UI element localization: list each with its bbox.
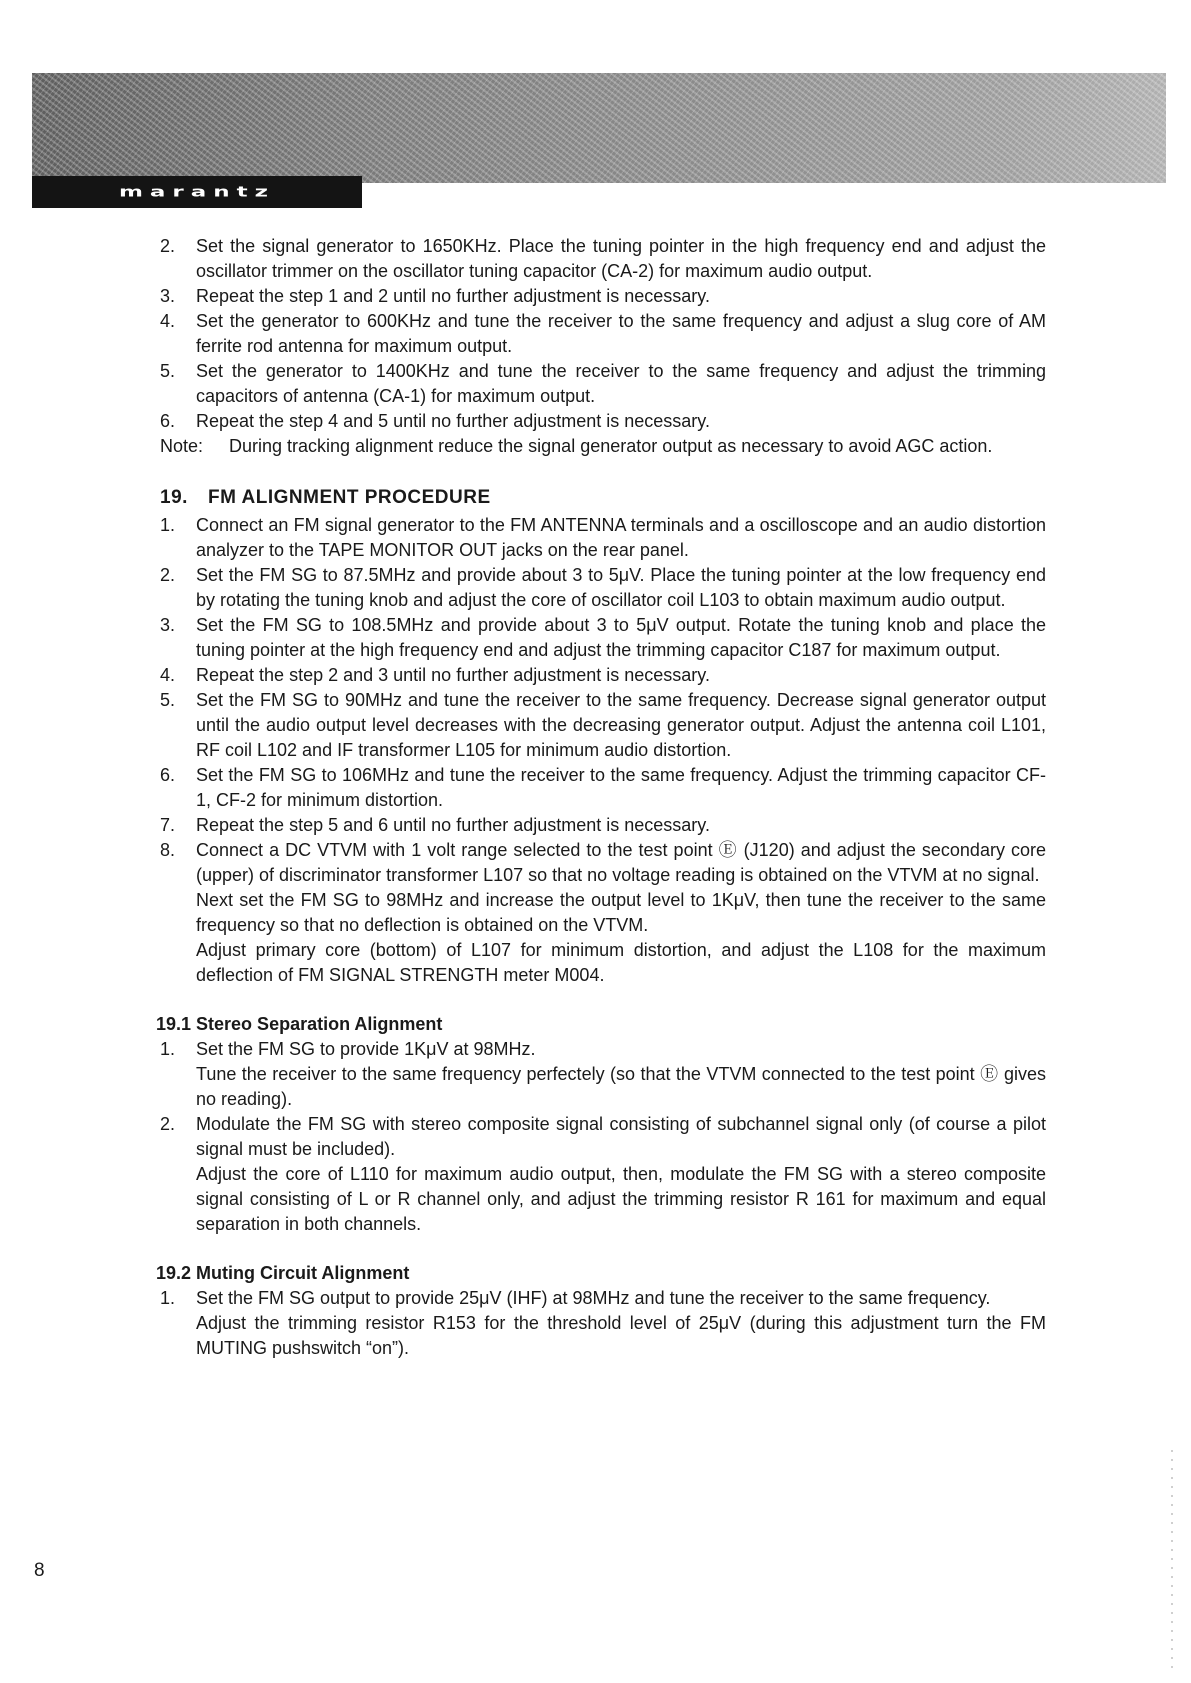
page-content: [156, 234, 1046, 1361]
scan-edge-specks: [1171, 1450, 1173, 1670]
list-item: 8. Connect a DC VTVM with 1 volt range selected to the test point Ⓔ (J120) and adjust the secondary core (upper) of discriminator transformer L107 so that no voltage reading is obtained on the VTVM at no signal. Next set the FM SG to 98MHz and increase the output level to 1KμV, then tune the receiver to the same frequency so that no deflection is obtained on the VTVM. Adjust primary core (bottom) of L107 for minimum distortion, and adjust the L108 for the maximum deflection of FM SIGNAL STRENGTH meter M004.: [160, 840, 1046, 985]
section-heading-stereo: 19.1 Stereo Separation Alignment: [156, 1014, 443, 1034]
list-item: 4. Set the generator to 600KHz and tune the receiver to the same frequency and adjust a slug core of AM ferrite rod antenna for maximum output.: [160, 311, 1046, 356]
list-item: 2. Set the FM SG to 87.5MHz and provide about 3 to 5μV. Place the tuning pointer at the low frequency end by rotating the tuning knob and adjust the core of oscillator coil L103 to obtain maximum audio output.: [160, 565, 1046, 610]
list-item: 1. Connect an FM signal generator to the FM ANTENNA terminals and a oscilloscope and an audio distortion analyzer to the TAPE MONITOR OUT jacks on the rear panel.: [160, 515, 1046, 560]
list-item: 2. Set the signal generator to 1650KHz. Place the tuning pointer in the high frequency end and adjust the oscillator trimmer on the oscillator tuning capacitor (CA-2) for maximum audio output.: [160, 236, 1046, 281]
note: [156, 434, 1046, 459]
list-item: 1. Set the FM SG to provide 1KμV at 98MHz. Tune the receiver to the same frequency perfectely (so that the VTVM connected to the test point Ⓔ gives no reading).: [160, 1039, 1046, 1109]
list-item: 3. Repeat the step 1 and 2 until no further adjustment is necessary.: [160, 286, 710, 306]
list-item: 6. Repeat the step 4 and 5 until no further adjustment is necessary.: [160, 411, 710, 431]
brand-logo-text: marantz: [118, 183, 276, 200]
list-item: 6. Set the FM SG to 106MHz and tune the receiver to the same frequency. Adjust the trimming capacitor CF-1, CF-2 for minimum distortion.: [160, 765, 1046, 810]
header-banner: [32, 73, 1166, 183]
list-item: 2. Modulate the FM SG with stereo composite signal consisting of subchannel signal only (of course a pilot signal must be included). Adjust the core of L110 for maximum audio output, then, modulate the FM SG with a stereo composite signal consisting of L or R channel only, and adjust the trimming resistor R 161 for maximum and equal separation in both channels.: [160, 1114, 1046, 1234]
list-item: 3. Set the FM SG to 108.5MHz and provide about 3 to 5μV output. Rotate the tuning knob and place the tuning pointer at the high frequency end and adjust the trimming capacitor C187 for maximum output.: [160, 615, 1046, 660]
list-item: 5. Set the FM SG to 90MHz and tune the receiver to the same frequency. Decrease signal generator output until the audio output level decreases with the decreasing generator output. Adjust the antenna coil L101, RF coil L102 and IF transformer L105 for minimum audio distortion.: [160, 690, 1046, 760]
list-item: 7. Repeat the step 5 and 6 until no further adjustment is necessary.: [160, 815, 710, 835]
section-heading-fm: 19. FM ALIGNMENT PROCEDURE: [160, 487, 491, 508]
list-item: 1. Set the FM SG output to provide 25μV (IHF) at 98MHz and tune the receiver to the same frequency. Adjust the trimming resistor R153 for the threshold level of 25μV (during this adjustment turn the FM MUTING pushswitch “on”).: [160, 1288, 1046, 1358]
brand-logo: [32, 176, 362, 208]
list-item: 4. Repeat the step 2 and 3 until no further adjustment is necessary.: [160, 665, 710, 685]
am-steps-list: [156, 234, 1046, 434]
page-number: 8: [34, 1560, 45, 1581]
list-item: 5. Set the generator to 1400KHz and tune the receiver to the same frequency and adjust the trimming capacitors of antenna (CA-1) for maximum output.: [160, 361, 1046, 406]
note-label: Note:: [160, 436, 204, 456]
muting-steps-list: [156, 1286, 1046, 1361]
stereo-steps-list: [156, 1037, 1046, 1237]
section-heading-muting: 19.2 Muting Circuit Alignment: [156, 1263, 410, 1283]
fm-steps-list: [156, 513, 1046, 988]
note-text: During tracking alignment reduce the signal generator output as necessary to avoid AGC action.: [229, 436, 993, 456]
